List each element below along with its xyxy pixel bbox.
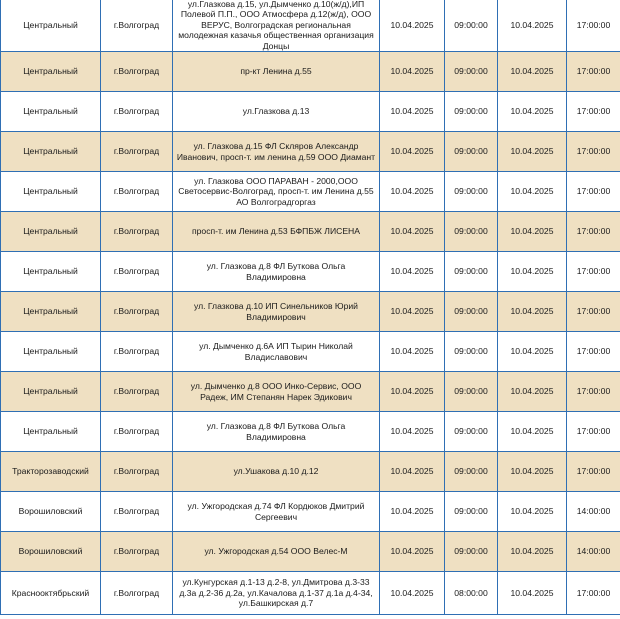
address-cell: ул.Ушакова д.10 д.12 [173, 452, 380, 492]
city-cell: г.Волгоград [101, 412, 173, 452]
table-row [1, 132, 620, 172]
city-cell: г.Волгоград [101, 92, 173, 132]
start-time-cell: 09:00:00 [445, 172, 498, 212]
start-date-cell: 10.04.2025 [380, 372, 445, 412]
table-row [1, 292, 620, 332]
city-cell: г.Волгоград [101, 212, 173, 252]
city-cell: г.Волгоград [101, 292, 173, 332]
district-cell: Центральный [1, 372, 101, 412]
address-cell: ул.Глазкова д.15, ул.Дымченко д.10(ж/д),ИП Полевой П.П., ООО Атмосфера д.12(ж/д), ООО ВЕРУС, Волгоградская региональная молодежная казачья общественная организация Донцы [173, 0, 380, 52]
end-time-cell: 17:00:00 [567, 372, 620, 412]
city-cell: г.Волгоград [101, 372, 173, 412]
end-time-cell: 17:00:00 [567, 252, 620, 292]
address-cell: ул. Дымченко д.6А ИП Тырин Николай Владиславович [173, 332, 380, 372]
end-time-cell: 17:00:00 [567, 92, 620, 132]
address-cell: ул.Глазкова д.13 [173, 92, 380, 132]
start-time-cell: 09:00:00 [445, 52, 498, 92]
table-row [1, 572, 620, 615]
end-date-cell: 10.04.2025 [498, 292, 567, 332]
end-date-cell: 10.04.2025 [498, 0, 567, 52]
district-cell: Центральный [1, 0, 101, 52]
end-time-cell: 17:00:00 [567, 0, 620, 52]
start-time-cell: 09:00:00 [445, 332, 498, 372]
start-date-cell: 10.04.2025 [380, 132, 445, 172]
start-time-cell: 08:00:00 [445, 572, 498, 615]
district-cell: Центральный [1, 172, 101, 212]
district-cell: Ворошиловский [1, 532, 101, 572]
end-date-cell: 10.04.2025 [498, 412, 567, 452]
address-cell: просп-т. им Ленина д.53 БФПБЖ ЛИСЕНА [173, 212, 380, 252]
end-time-cell: 17:00:00 [567, 212, 620, 252]
city-cell: г.Волгоград [101, 132, 173, 172]
end-time-cell: 17:00:00 [567, 132, 620, 172]
district-cell: Центральный [1, 132, 101, 172]
district-cell: Центральный [1, 52, 101, 92]
end-date-cell: 10.04.2025 [498, 452, 567, 492]
start-time-cell: 09:00:00 [445, 412, 498, 452]
start-date-cell: 10.04.2025 [380, 332, 445, 372]
start-time-cell: 09:00:00 [445, 452, 498, 492]
table-row [1, 452, 620, 492]
end-date-cell: 10.04.2025 [498, 212, 567, 252]
district-cell: Красноoктябрьский [1, 572, 101, 615]
start-date-cell: 10.04.2025 [380, 412, 445, 452]
table-row [1, 92, 620, 132]
end-date-cell: 10.04.2025 [498, 172, 567, 212]
start-date-cell: 10.04.2025 [380, 92, 445, 132]
end-date-cell: 10.04.2025 [498, 332, 567, 372]
end-time-cell: 17:00:00 [567, 172, 620, 212]
start-time-cell: 09:00:00 [445, 372, 498, 412]
end-time-cell: 17:00:00 [567, 52, 620, 92]
end-date-cell: 10.04.2025 [498, 252, 567, 292]
address-cell: ул. Ужгородская д.74 ФЛ Кордюков Дмитрий Сергеевич [173, 492, 380, 532]
table-row [1, 532, 620, 572]
start-date-cell: 10.04.2025 [380, 0, 445, 52]
table-row [1, 492, 620, 532]
district-cell: Центральный [1, 92, 101, 132]
district-cell: Центральный [1, 212, 101, 252]
end-date-cell: 10.04.2025 [498, 132, 567, 172]
district-cell: Центральный [1, 292, 101, 332]
district-cell: Тракторозаводский [1, 452, 101, 492]
start-time-cell: 09:00:00 [445, 292, 498, 332]
end-date-cell: 10.04.2025 [498, 52, 567, 92]
city-cell: г.Волгоград [101, 572, 173, 615]
district-cell: Центральный [1, 412, 101, 452]
end-date-cell: 10.04.2025 [498, 532, 567, 572]
start-time-cell: 09:00:00 [445, 92, 498, 132]
end-time-cell: 14:00:00 [567, 492, 620, 532]
table-row [1, 252, 620, 292]
district-cell: Ворошиловский [1, 492, 101, 532]
table-row [1, 212, 620, 252]
address-cell: ул. Глазкова д.8 ФЛ Буткова Ольга Владимировна [173, 252, 380, 292]
city-cell: г.Волгоград [101, 492, 173, 532]
city-cell: г.Волгоград [101, 172, 173, 212]
city-cell: г.Волгоград [101, 532, 173, 572]
table-row [1, 52, 620, 92]
start-time-cell: 09:00:00 [445, 252, 498, 292]
end-date-cell: 10.04.2025 [498, 372, 567, 412]
address-cell: пр-кт Ленина д.55 [173, 52, 380, 92]
start-date-cell: 10.04.2025 [380, 492, 445, 532]
table-row [1, 0, 620, 52]
end-date-cell: 10.04.2025 [498, 492, 567, 532]
end-time-cell: 14:00:00 [567, 532, 620, 572]
start-date-cell: 10.04.2025 [380, 252, 445, 292]
start-date-cell: 10.04.2025 [380, 172, 445, 212]
end-time-cell: 17:00:00 [567, 412, 620, 452]
start-date-cell: 10.04.2025 [380, 452, 445, 492]
start-date-cell: 10.04.2025 [380, 52, 445, 92]
start-time-cell: 09:00:00 [445, 492, 498, 532]
address-cell: ул. Глазкова д.15 ФЛ Скляров Александр Иванович, просп-т. им ленина д.59 ООО Диамант [173, 132, 380, 172]
table-row [1, 372, 620, 412]
start-date-cell: 10.04.2025 [380, 572, 445, 615]
start-time-cell: 09:00:00 [445, 212, 498, 252]
city-cell: г.Волгоград [101, 52, 173, 92]
city-cell: г.Волгоград [101, 452, 173, 492]
city-cell: г.Волгоград [101, 0, 173, 52]
end-time-cell: 17:00:00 [567, 292, 620, 332]
start-time-cell: 09:00:00 [445, 132, 498, 172]
start-date-cell: 10.04.2025 [380, 292, 445, 332]
address-cell: ул. Глазкова д.10 ИП Синельников Юрий Владимирович [173, 292, 380, 332]
end-time-cell: 17:00:00 [567, 452, 620, 492]
city-cell: г.Волгоград [101, 252, 173, 292]
start-time-cell: 09:00:00 [445, 532, 498, 572]
end-time-cell: 17:00:00 [567, 572, 620, 615]
address-cell: ул. Глазкова д.8 ФЛ Буткова Ольга Владимировна [173, 412, 380, 452]
start-time-cell: 09:00:00 [445, 0, 498, 52]
district-cell: Центральный [1, 252, 101, 292]
address-cell: ул.Кунгурская д.1-13 д.2-8, ул.Дмитрова д.3-33 д.3а д.2-36 д.2а, ул.Качалова д.1-37 д.1а д.4-34, ул.Башкирская д.7 [173, 572, 380, 615]
address-cell: ул. Дымченко д.8 ООО Инко-Сервис, ООО Радеж, ИМ Степанян Нарек Эдикович [173, 372, 380, 412]
address-cell: ул. Ужгородская д.54 ООО Велес-М [173, 532, 380, 572]
start-date-cell: 10.04.2025 [380, 532, 445, 572]
table-body [1, 0, 620, 615]
end-date-cell: 10.04.2025 [498, 572, 567, 615]
table-row [1, 172, 620, 212]
table-row [1, 332, 620, 372]
start-date-cell: 10.04.2025 [380, 212, 445, 252]
end-date-cell: 10.04.2025 [498, 92, 567, 132]
district-cell: Центральный [1, 332, 101, 372]
city-cell: г.Волгоград [101, 332, 173, 372]
table-row [1, 412, 620, 452]
end-time-cell: 17:00:00 [567, 332, 620, 372]
address-cell: ул. Глазкова ООО ПАРАВАН - 2000,ООО Светосервис-Волгоград, просп-т. им Ленина д.55 АО Волгоградгоргаз [173, 172, 380, 212]
